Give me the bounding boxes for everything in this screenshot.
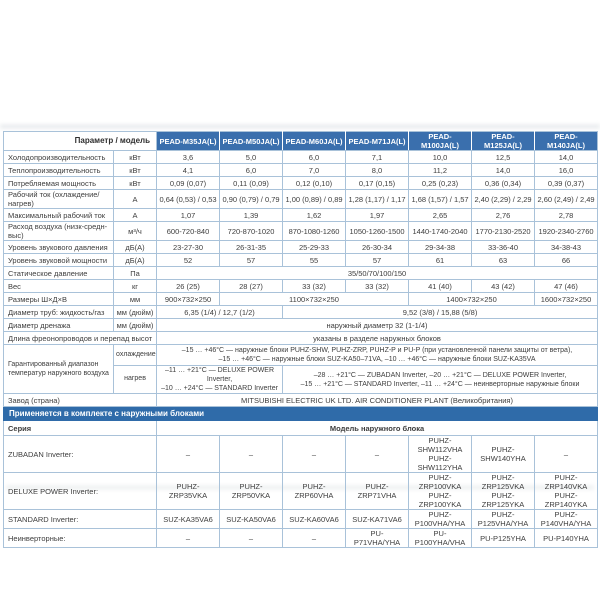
- param-unit: кВт: [114, 151, 157, 164]
- series-name: Неинверторные:: [4, 529, 157, 548]
- header-row: [4, 132, 598, 151]
- value-cell: 600-720-840: [157, 222, 220, 241]
- value-cell: 1,68 (1,57) / 1,57: [409, 190, 472, 209]
- outdoor-model-cell: [220, 529, 283, 548]
- value-cell: 1,97: [346, 209, 409, 222]
- value-cell: 57: [220, 254, 283, 267]
- section-band-title: Применяется в комплекте с наружными блоками: [4, 407, 598, 421]
- value-cell: 720-870-1020: [220, 222, 283, 241]
- value-cell: 61: [409, 254, 472, 267]
- value-cell: 1,00 (0,89) / 0,89: [283, 190, 346, 209]
- value-cell: 16,0: [535, 164, 598, 177]
- model-name: SUZ-KA50VA6: [226, 514, 276, 524]
- value-cell: 0,36 (0,34): [472, 177, 535, 190]
- value-cell: 2,78: [535, 209, 598, 222]
- outdoor-model-cell: [283, 529, 346, 548]
- model-name: –: [563, 449, 569, 459]
- param-label: Статическое давление: [4, 267, 114, 280]
- span-value-cell: 1400×732×250: [409, 293, 535, 306]
- value-cell: 870-1080-1260: [283, 222, 346, 241]
- value-cell: 11,2: [409, 164, 472, 177]
- param-label: Теплопроизводительность: [4, 164, 114, 177]
- value-cell: 1770-2130-2520: [472, 222, 535, 241]
- model-name: PUHZ-ZRP35VKA: [168, 482, 208, 501]
- value-cell: 5,0: [220, 151, 283, 164]
- value-cell: 26-31-35: [220, 241, 283, 254]
- model-name: SUZ-KA60VA6: [289, 514, 339, 524]
- span-value-cell: 900×732×250: [157, 293, 220, 306]
- series-name: DELUXE POWER Inverter:: [4, 473, 157, 510]
- param-unit: Па: [114, 267, 157, 280]
- table-row: [4, 222, 598, 241]
- value-cell: 14,0: [535, 151, 598, 164]
- model-name: PUHZ-ZRP60VHA: [294, 482, 334, 501]
- param-label: Расход воздуха (низк-средн-выс): [4, 222, 114, 241]
- table-row: [4, 151, 598, 164]
- param-unit: мм: [114, 293, 157, 306]
- param-unit: А: [114, 190, 157, 209]
- sub-label: нагрев: [114, 366, 157, 394]
- value-cell: 57: [346, 254, 409, 267]
- model-header: PEAD-M140JA(L): [535, 132, 598, 151]
- model-name: SUZ-KA35VA6: [163, 514, 213, 524]
- model-name: PUHZ-ZRP125VKA: [481, 473, 525, 492]
- model-name: PUHZ-ZRP140YKA: [544, 491, 588, 510]
- outdoor-model-cell: [346, 510, 409, 529]
- value-cell: 0,17 (0,15): [346, 177, 409, 190]
- table-row: [4, 306, 598, 319]
- value-cell: 2,40 (2,29) / 2,29: [472, 190, 535, 209]
- param-label: Уровень звукового давления: [4, 241, 114, 254]
- model-header: PEAD-M100JA(L): [409, 132, 472, 151]
- param-unit: кВт: [114, 164, 157, 177]
- outdoor-model-cell: [346, 529, 409, 548]
- value-cell: 26-30-34: [346, 241, 409, 254]
- model-name: PUHZ-ZRP50VKA: [231, 482, 271, 501]
- outdoor-model-cell: [220, 436, 283, 473]
- merged-value-cell: указаны в разделе наружных блоков: [157, 332, 598, 345]
- value-cell: 1920-2340-2760: [535, 222, 598, 241]
- table-row: [4, 345, 598, 366]
- table-row: [4, 473, 598, 510]
- sub-label: охлаждение: [114, 345, 157, 366]
- model-name: PUHZ-P140VHA/YHA: [540, 510, 592, 529]
- outdoor-model-cell: [409, 529, 472, 548]
- value-cell: 4,1: [157, 164, 220, 177]
- table-row: [4, 529, 598, 548]
- outdoor-model-cell: [409, 436, 472, 473]
- model-name: PUHZ-ZRP100VKA: [418, 473, 462, 492]
- outdoor-model-cell: [220, 473, 283, 510]
- value-cell: 1,39: [220, 209, 283, 222]
- model-header: PEAD-M60JA(L): [283, 132, 346, 151]
- merged-value-cell: 35/50/70/100/150: [157, 267, 598, 280]
- model-name: –: [248, 449, 254, 459]
- value-cell: 29-34-38: [409, 241, 472, 254]
- table-row: [4, 280, 598, 293]
- model-name: –: [311, 533, 317, 543]
- model-name: PUHZ-ZRP125YKA: [481, 491, 525, 510]
- value-cell: 3,6: [157, 151, 220, 164]
- param-label: Максимальный рабочий ток: [4, 209, 114, 222]
- spec-table: [3, 131, 598, 548]
- page-divider-shadow: [0, 125, 600, 128]
- value-cell: 47 (46): [535, 280, 598, 293]
- value-cell: 55: [283, 254, 346, 267]
- model-name: –: [248, 533, 254, 543]
- table-row: [4, 332, 598, 345]
- model-header: PEAD-M71JA(L): [346, 132, 409, 151]
- param-unit: дБ(А): [114, 241, 157, 254]
- table-row: [4, 241, 598, 254]
- outdoor-model-cell: [346, 436, 409, 473]
- value-cell: 25-29-33: [283, 241, 346, 254]
- model-name: PUHZ-P125VHA/YHA: [477, 510, 529, 529]
- heating-range-cell: [157, 366, 283, 394]
- outdoor-model-cell: [220, 510, 283, 529]
- model-name: PU-P71VHA/YHA: [353, 529, 401, 548]
- model-name: –: [374, 449, 380, 459]
- outdoor-model-cell: [409, 473, 472, 510]
- model-header: PEAD-M35JA(L): [157, 132, 220, 151]
- value-cell: 2,76: [472, 209, 535, 222]
- model-name: PU-P125YHA: [480, 533, 526, 543]
- model-name: PUHZ-SHW112VHA: [417, 436, 463, 455]
- value-cell: 12,5: [472, 151, 535, 164]
- param-label: Диаметр труб: жидкость/газ: [4, 306, 114, 319]
- param-unit: м³/ч: [114, 222, 157, 241]
- value-cell: 2,65: [409, 209, 472, 222]
- model-name: PUHZ-ZRP140VKA: [544, 473, 588, 492]
- model-header: PEAD-M50JA(L): [220, 132, 283, 151]
- value-cell: 2,60 (2,49) / 2,49: [535, 190, 598, 209]
- value-cell: 7,1: [346, 151, 409, 164]
- outdoor-model-cell: [535, 436, 598, 473]
- outdoor-model-cell: [535, 473, 598, 510]
- outdoor-model-cell: [472, 510, 535, 529]
- model-name: PUHZ-SHW140YHA: [480, 445, 526, 464]
- outdoor-model-cell: [535, 510, 598, 529]
- value-cell: 34-38-43: [535, 241, 598, 254]
- table-row: [4, 164, 598, 177]
- table-row: [4, 436, 598, 473]
- table-row: [4, 267, 598, 280]
- model-name: –: [185, 449, 191, 459]
- table-row: [4, 254, 598, 267]
- value-cell: 1050-1260-1500: [346, 222, 409, 241]
- value-cell: 33 (32): [283, 280, 346, 293]
- range-line: –15 … +46°C — наружные блоки PUHZ-SHW, PUHZ-ZRP, PUHZ-P и PU-P (при установленной панели защиты от ветра),: [181, 346, 573, 354]
- range-line: –11 … +21°C — DELUXE POWER Inverter,: [164, 367, 275, 384]
- series-label: Серия: [4, 421, 157, 436]
- model-header: PEAD-M125JA(L): [472, 132, 535, 151]
- param-label: Размеры Ш×Д×В: [4, 293, 114, 306]
- param-label: Потребляемая мощность: [4, 177, 114, 190]
- outdoor-model-cell: [283, 473, 346, 510]
- span-value-cell: 9,52 (3/8) / 15,88 (5/8): [283, 306, 598, 319]
- corner-label: Параметр / модель: [4, 132, 157, 151]
- value-cell: 0,25 (0,23): [409, 177, 472, 190]
- value-cell: 23-27-30: [157, 241, 220, 254]
- span-value-cell: 1600×732×250: [535, 293, 598, 306]
- table-row: [4, 319, 598, 332]
- param-label: Гарантированный диапазон температур наружного воздуха: [4, 345, 114, 394]
- value-cell: 33 (32): [346, 280, 409, 293]
- range-line: –10 … +24°C — STANDARD Inverter: [161, 385, 278, 393]
- model-name: SUZ-KA71VA6: [352, 514, 402, 524]
- outdoor-model-cell: [157, 529, 220, 548]
- outdoor-model-cell: [283, 510, 346, 529]
- series-name: ZUBADAN Inverter:: [4, 436, 157, 473]
- value-cell: 26 (25): [157, 280, 220, 293]
- model-name: PU-P140YHA: [543, 533, 589, 543]
- param-label: Завод (страна): [4, 394, 157, 407]
- value-cell: 41 (40): [409, 280, 472, 293]
- value-cell: 1,07: [157, 209, 220, 222]
- value-cell: 6,0: [220, 164, 283, 177]
- value-cell: 1,28 (1,17) / 1,17: [346, 190, 409, 209]
- outdoor-model-cell: [157, 510, 220, 529]
- value-cell: 52: [157, 254, 220, 267]
- value-cell: 0,12 (0,10): [283, 177, 346, 190]
- value-cell: 14,0: [472, 164, 535, 177]
- outdoor-model-cell: [472, 436, 535, 473]
- value-cell: 10,0: [409, 151, 472, 164]
- value-cell: 33-36-40: [472, 241, 535, 254]
- param-label: Диаметр дренажа: [4, 319, 114, 332]
- value-cell: 7,0: [283, 164, 346, 177]
- param-label: Длина фреонопроводов и перепад высот: [4, 332, 157, 345]
- cooling-range-cell: [157, 345, 598, 366]
- value-cell: 1,62: [283, 209, 346, 222]
- range-line: –15 … +46°C — наружные блоки SUZ-KA50–71VA, –10 … +46°C — наружные блоки SUZ-KA35VA: [218, 356, 536, 363]
- outdoor-model-cell: [409, 510, 472, 529]
- heating-range-cell: [283, 366, 598, 394]
- value-cell: 0,64 (0,53) / 0,53: [157, 190, 220, 209]
- value-cell: 43 (42): [472, 280, 535, 293]
- value-cell: 0,39 (0,37): [535, 177, 598, 190]
- param-unit: кВт: [114, 177, 157, 190]
- series-name: STANDARD Inverter:: [4, 510, 157, 529]
- span-value-cell: 6,35 (1/4) / 12,7 (1/2): [157, 306, 283, 319]
- outdoor-model-cell: [346, 473, 409, 510]
- outdoor-model-cell: [472, 473, 535, 510]
- param-label: Холодопроизводительность: [4, 151, 114, 164]
- model-name: PU-P100YHA/VHA: [414, 529, 466, 548]
- param-label: Вес: [4, 280, 114, 293]
- table-row: [4, 421, 598, 436]
- outdoor-model-header: Модель наружного блока: [157, 421, 598, 436]
- value-cell: 63: [472, 254, 535, 267]
- value-cell: 28 (27): [220, 280, 283, 293]
- value-cell: 0,90 (0,79) / 0,79: [220, 190, 283, 209]
- param-label: Рабочий ток (охлаждение/нагрев): [4, 190, 114, 209]
- section-band-row: [4, 407, 598, 421]
- param-unit: кг: [114, 280, 157, 293]
- table-row: [4, 190, 598, 209]
- span-value-cell: 1100×732×250: [220, 293, 409, 306]
- param-unit: мм (дюйм): [114, 319, 157, 332]
- model-name: PUHZ-SHW112YHA: [417, 454, 463, 473]
- range-line: –15 … +21°C — STANDARD Inverter, –11 … +24°C — неинверторные наружные блоки: [300, 380, 580, 388]
- value-cell: 6,0: [283, 151, 346, 164]
- range-line: –28 … +21°C — ZUBADAN Inverter, –20 … +21°C — DELUXE POWER Inverter,: [313, 371, 567, 379]
- table-row: [4, 293, 598, 306]
- table-row: [4, 209, 598, 222]
- table-row: [4, 394, 598, 407]
- outdoor-model-cell: [535, 529, 598, 548]
- param-unit: мм (дюйм): [114, 306, 157, 319]
- outdoor-model-cell: [283, 436, 346, 473]
- table-row: [4, 177, 598, 190]
- table-row: [4, 510, 598, 529]
- outdoor-model-cell: [157, 436, 220, 473]
- param-label: Уровень звуковой мощности: [4, 254, 114, 267]
- model-name: PUHZ-ZRP71VHA: [357, 482, 397, 501]
- value-cell: 66: [535, 254, 598, 267]
- value-cell: 1440-1740-2040: [409, 222, 472, 241]
- param-unit: А: [114, 209, 157, 222]
- model-name: PUHZ-P100VHA/YHA: [414, 510, 466, 529]
- value-cell: 0,11 (0,09): [220, 177, 283, 190]
- merged-value-cell: наружный диаметр 32 (1-1/4): [157, 319, 598, 332]
- value-cell: 0,09 (0,07): [157, 177, 220, 190]
- value-cell: 8,0: [346, 164, 409, 177]
- param-unit: дБ(А): [114, 254, 157, 267]
- model-name: –: [311, 449, 317, 459]
- merged-value-cell: MITSUBISHI ELECTRIC UK LTD. AIR CONDITIONER PLANT (Великобритания): [157, 394, 598, 407]
- model-name: PUHZ-ZRP100YKA: [418, 491, 462, 510]
- outdoor-model-cell: [472, 529, 535, 548]
- model-name: –: [185, 533, 191, 543]
- outdoor-model-cell: [157, 473, 220, 510]
